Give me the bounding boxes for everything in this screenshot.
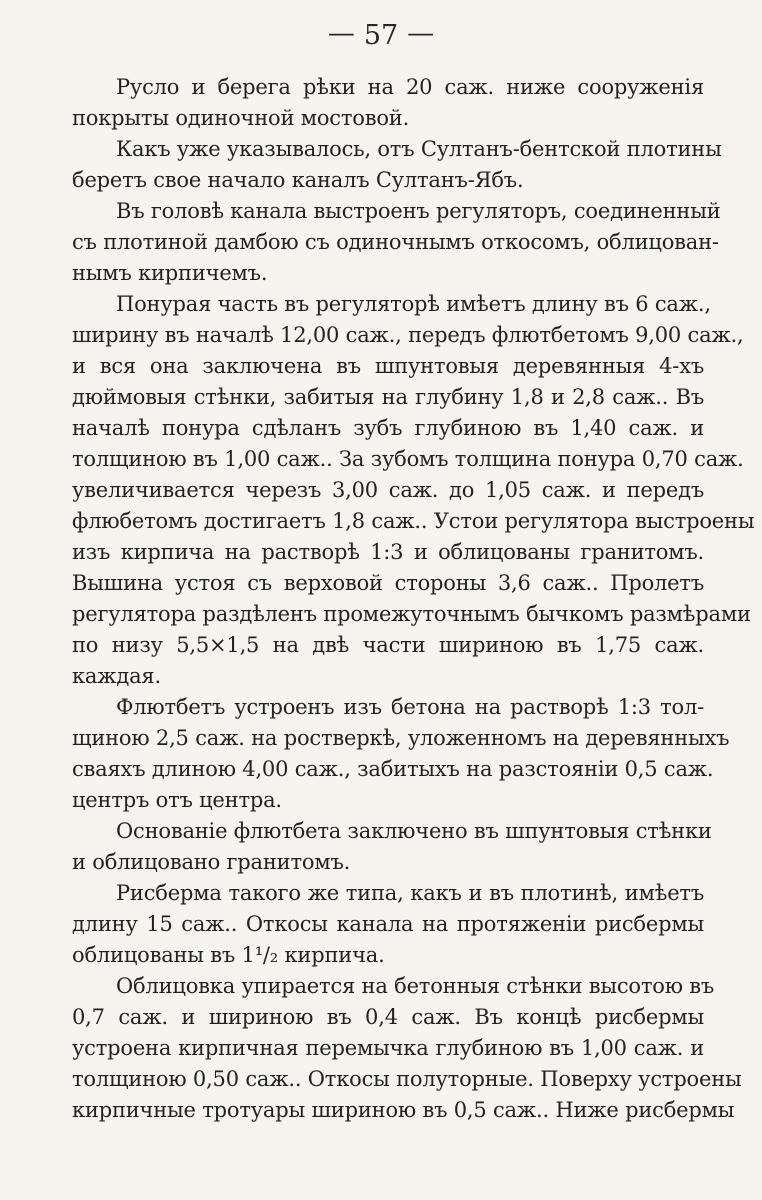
text-line: Рисберма такого же типа, какъ и въ плотинѣ, имѣетъ	[116, 881, 704, 905]
paragraph	[72, 971, 742, 1126]
page-number: 57	[363, 20, 399, 51]
text-line: сваяхъ длиною 4,00 саж., забитыхъ на разстояніи 0,5 саж.	[72, 757, 714, 781]
text-line: Какъ уже указывалось, отъ Султанъ-бентской плотины	[116, 137, 722, 161]
text-line: увеличивается черезъ 3,00 саж. до 1,05 саж. и передъ	[72, 478, 704, 502]
text-line: по низу 5,5×1,5 на двѣ части шириною въ 1,75 саж.	[72, 633, 704, 657]
text-line: толщиною 0,50 саж.. Откосы полуторные. Поверху устроены	[72, 1067, 742, 1091]
text-line: съ плотиной дамбою съ одиночнымъ откосомъ, облицован-	[72, 230, 719, 254]
text-line: и вся она заключена въ шпунтовыя деревянныя 4-хъ	[72, 354, 704, 378]
text-line: толщиною въ 1,00 саж.. За зубомъ толщина понура 0,70 саж.	[72, 447, 744, 471]
paragraph	[72, 692, 730, 816]
page-header	[0, 20, 762, 52]
text-line: нымъ кирпичемъ.	[72, 261, 268, 285]
text-line: Флютбетъ устроенъ изъ бетона на растворѣ 1:3 тол-	[116, 695, 704, 719]
page-text-block	[72, 72, 755, 1126]
paragraph	[72, 196, 721, 289]
text-line: Основаніе флютбета заключено въ шпунтовыя стѣнки	[116, 819, 712, 843]
header-dash-left: —	[327, 18, 355, 49]
text-line: и облицовано гранитомъ.	[72, 850, 351, 874]
text-line: Въ головѣ канала выстроенъ регуляторъ, соединенный	[116, 199, 721, 223]
text-line: ширину въ началѣ 12,00 саж., передъ флютбетомъ 9,00 саж.,	[72, 323, 744, 347]
text-line: изъ кирпича на растворѣ 1:3 и облицованы гранитомъ.	[72, 540, 704, 564]
paragraph	[72, 816, 712, 878]
text-line: Вышина устоя съ верховой стороны 3,6 саж.. Пролетъ	[72, 571, 704, 595]
paragraph	[72, 72, 704, 134]
text-line: Понурая часть въ регуляторѣ имѣетъ длину въ 6 саж.,	[116, 292, 711, 316]
text-line: устроена кирпичная перемычка глубиною въ 1,00 саж. и	[72, 1036, 704, 1060]
text-line: длину 15 саж.. Откосы канала на протяженіи рисбермы	[72, 912, 704, 936]
text-line: беретъ свое начало каналъ Султанъ-Ябъ.	[72, 168, 524, 192]
text-line: Облицовка упирается на бетонныя стѣнки высотою въ	[116, 974, 715, 998]
paragraph	[72, 878, 704, 971]
text-line: покрыты одиночной мостовой.	[72, 106, 410, 130]
paragraph	[72, 289, 755, 692]
text-line: кирпичные тротуары шириною въ 0,5 саж.. Ниже рисбермы	[72, 1098, 735, 1122]
text-line: началѣ понура сдѣланъ зубъ глубиною въ 1,40 саж. и	[72, 416, 704, 440]
text-line: каждая.	[72, 664, 161, 688]
text-line: флюбетомъ достигаетъ 1,8 саж.. Устои регулятора выстроены	[72, 509, 755, 533]
text-line: 0,7 саж. и шириною въ 0,4 саж. Въ концѣ рисбермы	[72, 1005, 704, 1029]
paragraph	[72, 134, 722, 196]
text-line: облицованы въ 1¹/₂ кирпича.	[72, 943, 385, 967]
text-line: Русло и берега рѣки на 20 саж. ниже сооруженія	[116, 75, 704, 99]
text-line: центръ отъ центра.	[72, 788, 282, 812]
text-line: щиною 2,5 саж. на ростверкѣ, уложенномъ на деревянныхъ	[72, 726, 730, 750]
text-line: дюймовыя стѣнки, забитыя на глубину 1,8 и 2,8 саж.. Въ	[72, 385, 704, 409]
text-line: регулятора раздѣленъ промежуточнымъ бычкомъ размѣрами	[72, 602, 751, 626]
header-dash-right: —	[407, 18, 435, 49]
